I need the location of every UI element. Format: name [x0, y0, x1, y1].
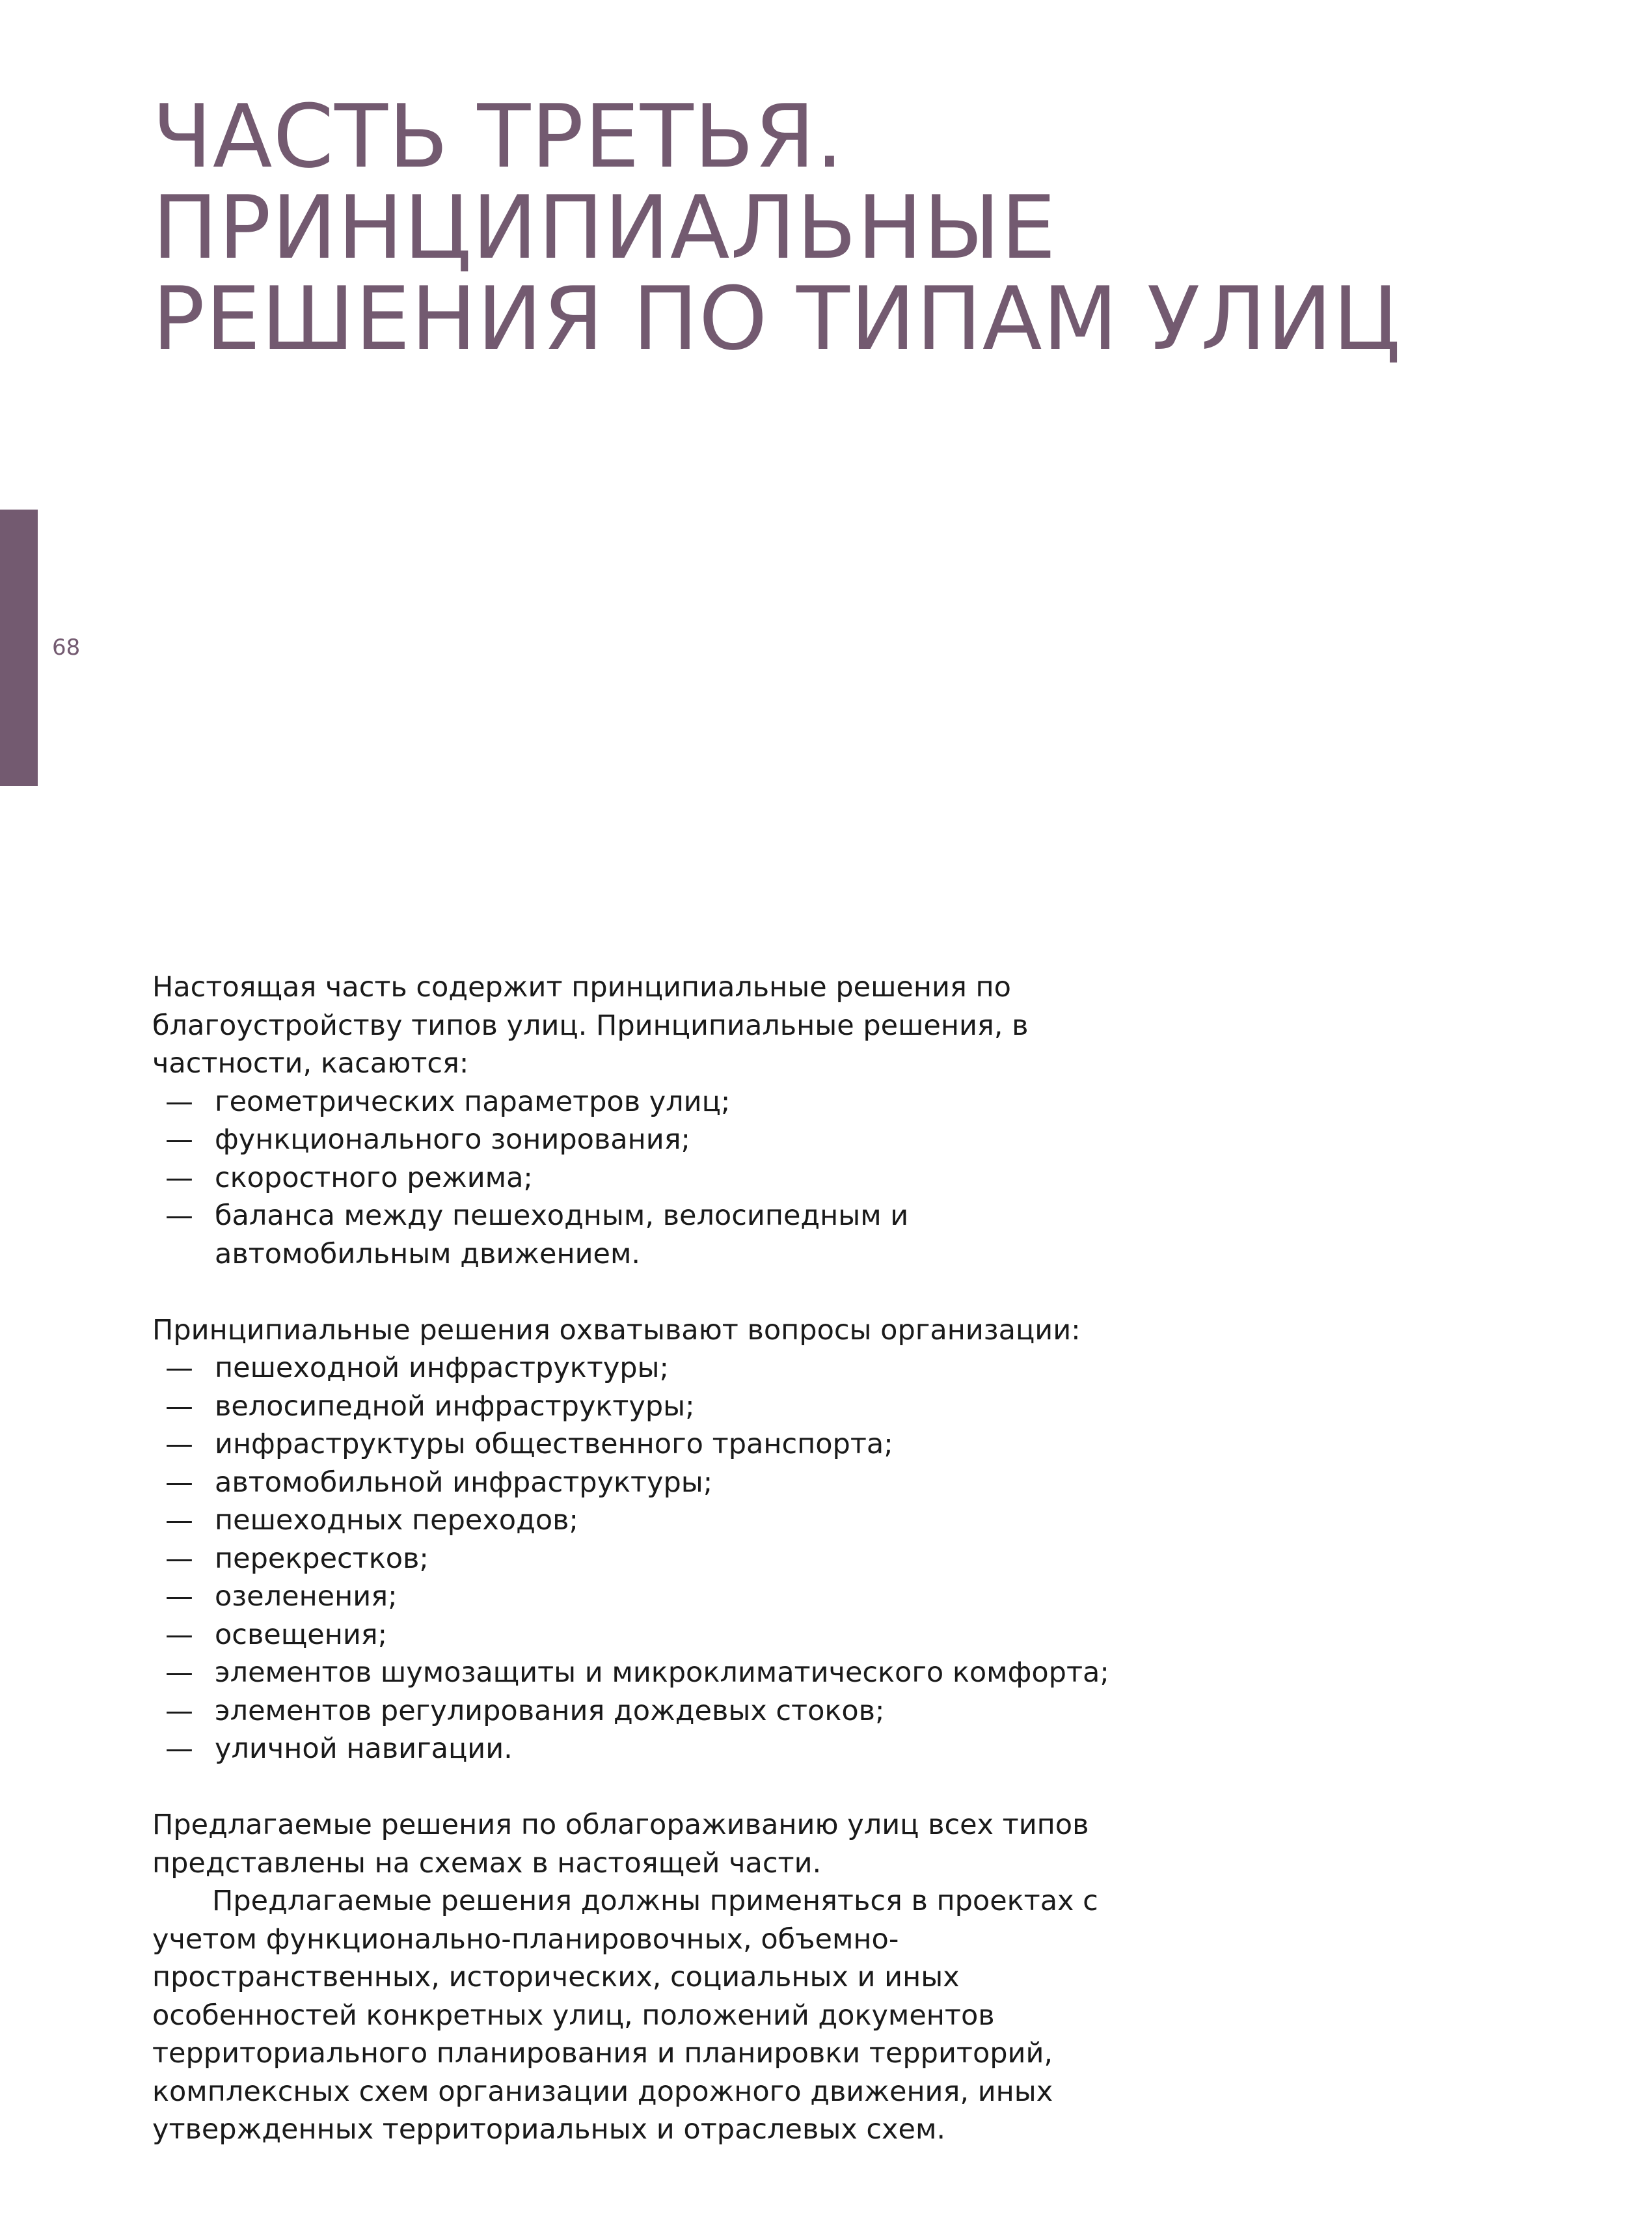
list-item: — освещения;	[152, 1616, 1141, 1654]
organization-list	[152, 1349, 1141, 1768]
closing-paragraph-2: Предлагаемые решения должны применяться в проектах с учетом функционально-планировочных, объемно-пространственных, исторических, социальных и иных особенностей конкретных улиц, положений документов территориального планирования и планировки территорий, комплексных схем организации дорожного движения, иных утвержденных территориальных и отраслевых схем.	[152, 1885, 1098, 2146]
list-item: — баланса между пешеходным, велосипедным и автомобильным движением.	[152, 1197, 1141, 1273]
list-item: — автомобильной инфраструктуры;	[152, 1464, 1141, 1502]
page-number: 68	[52, 635, 81, 661]
list-item: — геометрических параметров улиц;	[152, 1083, 1141, 1121]
list-item: — пешеходной инфраструктуры;	[152, 1349, 1141, 1388]
title-line-2: ПРИНЦИПИАЛЬНЫЕ	[152, 177, 1057, 279]
list-item: — перекрестков;	[152, 1540, 1141, 1578]
list-item: — велосипедной инфраструктуры;	[152, 1388, 1141, 1426]
list-item: — функционального зонирования;	[152, 1121, 1141, 1159]
organization-paragraph: Принципиальные решения охватывают вопросы организации:	[152, 1313, 1081, 1347]
list-item: — элементов регулирования дождевых стоков;	[152, 1692, 1141, 1730]
list-item: — элементов шумозащиты и микроклиматического комфорта;	[152, 1654, 1141, 1692]
list-item: — инфраструктуры общественного транспорта;	[152, 1425, 1141, 1464]
list-item: — пешеходных переходов;	[152, 1501, 1141, 1540]
closing-paragraph-1: Предлагаемые решения по облагораживанию улиц всех типов представлены на схемах в настоящей части.	[152, 1809, 1089, 1880]
list-item: — озеленения;	[152, 1578, 1141, 1616]
title-line-1: ЧАСТЬ ТРЕТЬЯ.	[152, 86, 845, 187]
page-title	[152, 86, 1584, 370]
side-accent-bar	[0, 510, 38, 786]
spacer	[152, 1768, 1141, 1807]
list-item: — уличной навигации.	[152, 1730, 1141, 1768]
intro-paragraph: Настоящая часть содержит принципиальные решения по благоустройству типов улиц. Принципиальные решения, в частности, касаются:	[152, 971, 1029, 1080]
intro-list	[152, 1083, 1141, 1274]
list-item: — скоростного режима;	[152, 1159, 1141, 1197]
title-line-3: РЕШЕНИЯ ПО ТИПАМ УЛИЦ	[152, 268, 1401, 370]
body-text	[152, 968, 1141, 2149]
spacer	[152, 1273, 1141, 1311]
